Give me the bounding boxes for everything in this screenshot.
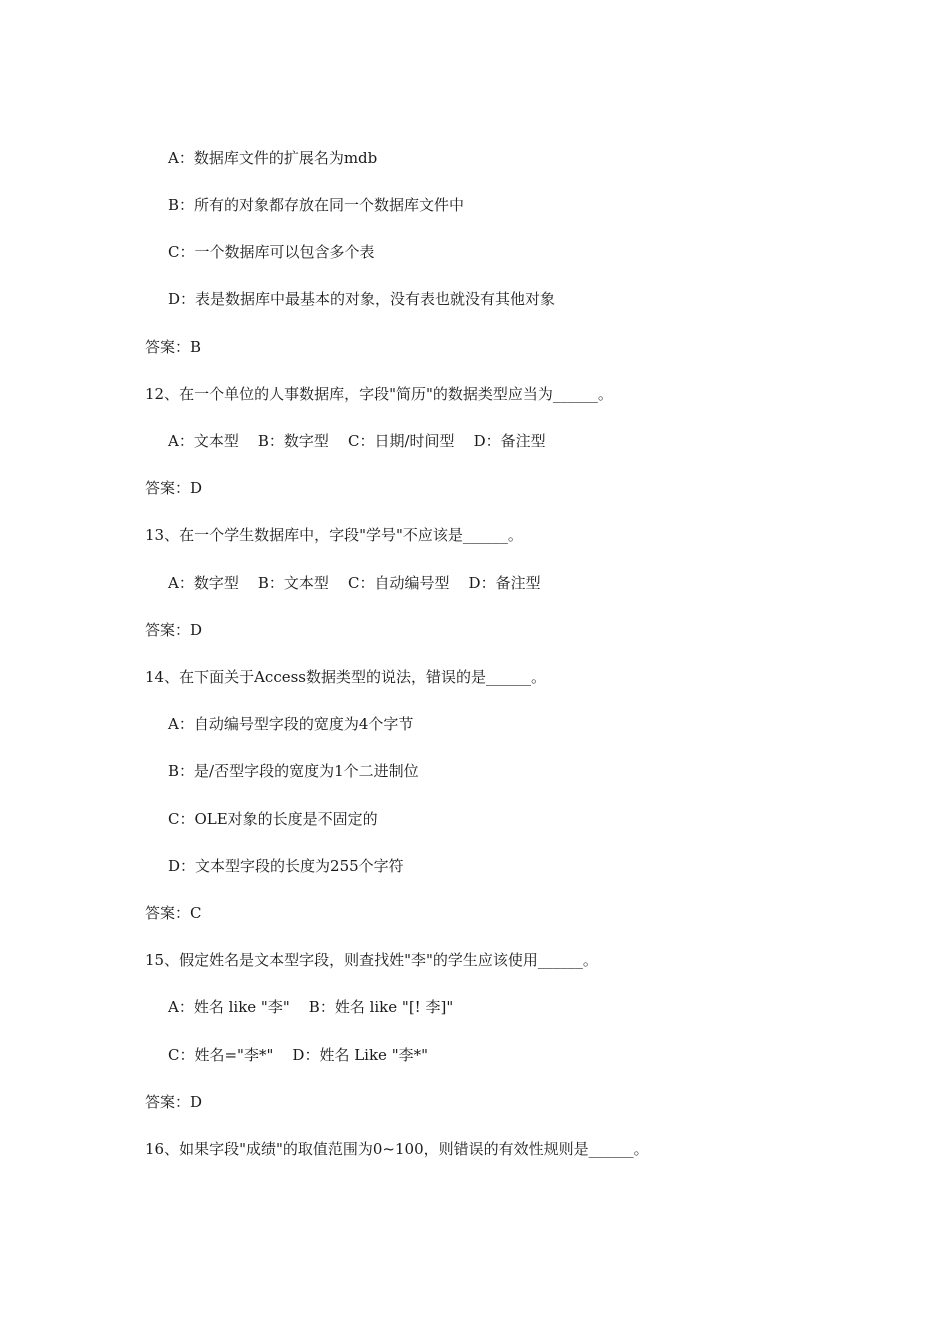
option-line: D：文本型字段的长度为255个字符 (168, 857, 404, 875)
option-line: A：数字型 B：文本型 C：自动编号型 D：备注型 (168, 574, 541, 592)
option-line: A：文本型 B：数字型 C：日期/时间型 D：备注型 (168, 432, 546, 450)
option-line: A：自动编号型字段的宽度为4个字节 (168, 715, 414, 733)
question-line: 13、在一个学生数据库中，字段"学号"不应该是______。 (145, 526, 523, 544)
question-line: 12、在一个单位的人事数据库，字段"简历"的数据类型应当为______。 (145, 385, 613, 403)
answer-line: 答案：C (145, 904, 202, 922)
option-line: C：一个数据库可以包含多个表 (168, 243, 375, 261)
option-line: D：表是数据库中最基本的对象，没有表也就没有其他对象 (168, 290, 556, 308)
question-line: 16、如果字段"成绩"的取值范围为0~100，则错误的有效性规则是______。 (145, 1140, 649, 1158)
option-line: C：姓名="李*" D：姓名 Like "李*" (168, 1046, 429, 1064)
question-line: 14、在下面关于Access数据类型的说法，错误的是______。 (145, 668, 546, 686)
question-line: 15、假定姓名是文本型字段，则查找姓"李"的学生应该使用______。 (145, 951, 598, 969)
option-line: B：所有的对象都存放在同一个数据库文件中 (168, 196, 465, 214)
option-line: A：数据库文件的扩展名为mdb (168, 149, 378, 167)
answer-line: 答案：D (145, 621, 203, 639)
option-line: B：是/否型字段的宽度为1个二进制位 (168, 762, 419, 780)
option-line: A：姓名 like "李" B：姓名 like "[! 李]" (168, 998, 454, 1016)
answer-line: 答案：B (145, 338, 202, 356)
answer-line: 答案：D (145, 1093, 203, 1111)
option-line: C：OLE对象的长度是不固定的 (168, 810, 378, 828)
answer-line: 答案：D (145, 479, 203, 497)
